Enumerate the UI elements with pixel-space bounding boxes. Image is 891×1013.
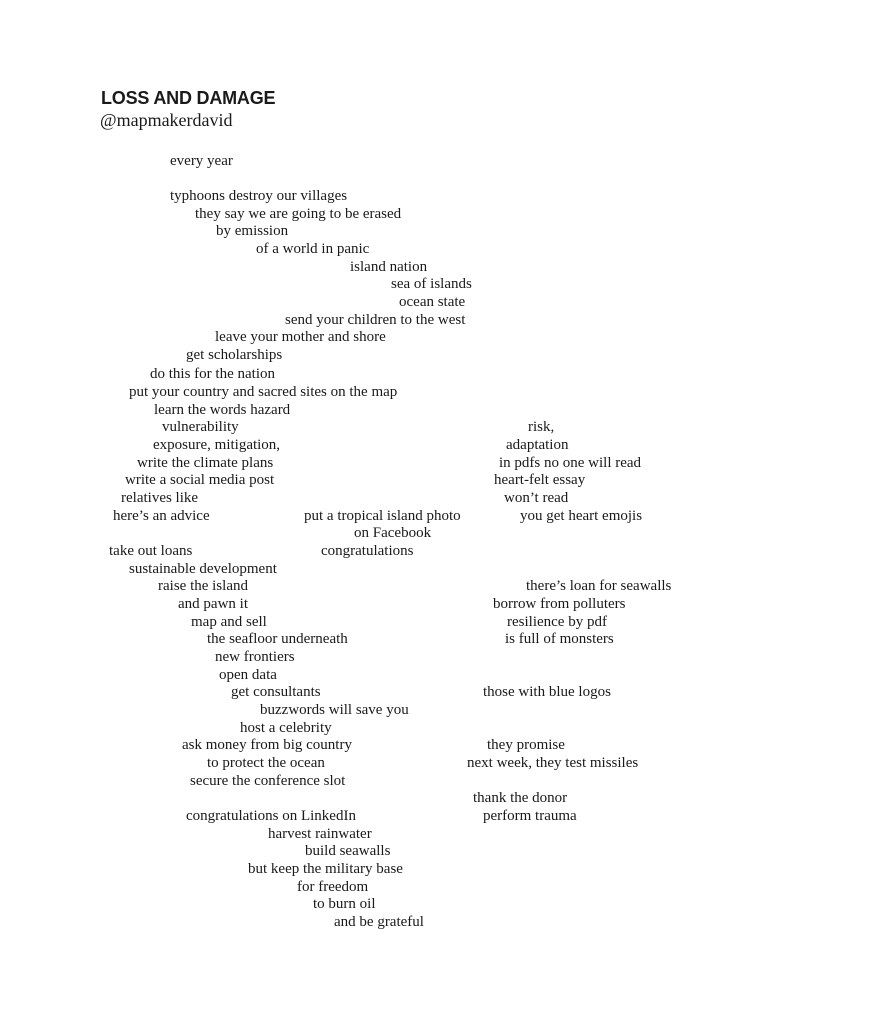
poem-line: there’s loan for seawalls bbox=[526, 578, 672, 594]
poem-line: exposure, mitigation, bbox=[153, 437, 281, 453]
poem-line: write the climate plans bbox=[137, 455, 274, 471]
poem-line: leave your mother and shore bbox=[215, 329, 386, 345]
poem-line: the seafloor underneath bbox=[207, 631, 348, 647]
poem-line: sustainable development bbox=[129, 561, 277, 577]
poem-line: thank the donor bbox=[473, 790, 568, 806]
poem-line: every year bbox=[170, 153, 233, 169]
poem-line: perform trauma bbox=[483, 808, 577, 824]
poem-line: get consultants bbox=[231, 684, 321, 700]
poem-line: raise the island bbox=[158, 578, 248, 594]
poem-line: map and sell bbox=[191, 614, 267, 630]
poem-line: but keep the military base bbox=[248, 861, 403, 877]
poem-line: do this for the nation bbox=[150, 366, 275, 382]
poem-line: next week, they test missiles bbox=[467, 755, 639, 771]
poem-line: get scholarships bbox=[186, 347, 283, 363]
poem-line: typhoons destroy our villages bbox=[170, 188, 348, 204]
poem-line: put your country and sacred sites on the map bbox=[129, 384, 398, 400]
author-handle: @mapmakerdavid bbox=[100, 110, 233, 130]
poem-line: island nation bbox=[350, 259, 428, 275]
poem-line: by emission bbox=[216, 223, 289, 239]
poem-line: you get heart emojis bbox=[520, 508, 643, 524]
poem-line: write a social media post bbox=[125, 472, 275, 488]
poem-line: here’s an advice bbox=[113, 508, 210, 524]
poem-line: ocean state bbox=[399, 294, 466, 310]
poem-line: buzzwords will save you bbox=[260, 702, 409, 718]
poem-line: adaptation bbox=[506, 437, 569, 453]
poem-title: LOSS AND DAMAGE bbox=[101, 88, 276, 108]
poem-line: resilience by pdf bbox=[507, 614, 607, 630]
poem-line: take out loans bbox=[109, 543, 193, 559]
poem-line: congratulations bbox=[321, 543, 414, 559]
poem-line: for freedom bbox=[297, 879, 369, 895]
poem-line: and be grateful bbox=[334, 914, 424, 930]
poem-line: won’t read bbox=[504, 490, 569, 506]
poem-line: to burn oil bbox=[313, 896, 376, 912]
poem-line: send your children to the west bbox=[285, 312, 466, 328]
poem-line: new frontiers bbox=[215, 649, 295, 665]
poem-line: congratulations on LinkedIn bbox=[186, 808, 356, 824]
poem-line: to protect the ocean bbox=[207, 755, 325, 771]
poem-line: host a celebrity bbox=[240, 720, 332, 736]
poem-line: they promise bbox=[487, 737, 565, 753]
poem-line: in pdfs no one will read bbox=[499, 455, 642, 471]
poem-line: is full of monsters bbox=[505, 631, 614, 647]
poem-line: learn the words hazard bbox=[154, 402, 291, 418]
poem-line: build seawalls bbox=[305, 843, 391, 859]
poem-line: of a world in panic bbox=[256, 241, 370, 257]
poem-line: put a tropical island photo bbox=[304, 508, 461, 524]
poem-line: vulnerability bbox=[162, 419, 239, 435]
poem-line: borrow from polluters bbox=[493, 596, 626, 612]
poem-line: they say we are going to be erased bbox=[195, 206, 402, 222]
poem-line: ask money from big country bbox=[182, 737, 352, 753]
poem-line: heart-felt essay bbox=[494, 472, 586, 488]
poem-line: open data bbox=[219, 667, 277, 683]
poem-line: those with blue logos bbox=[483, 684, 611, 700]
poem-line: sea of islands bbox=[391, 276, 472, 292]
poem-line: harvest rainwater bbox=[268, 826, 372, 842]
poem-line: relatives like bbox=[121, 490, 199, 506]
poem-line: and pawn it bbox=[178, 596, 248, 612]
poem-line: risk, bbox=[528, 419, 555, 435]
poem-line: on Facebook bbox=[354, 525, 432, 541]
poem-line: secure the conference slot bbox=[190, 773, 346, 789]
